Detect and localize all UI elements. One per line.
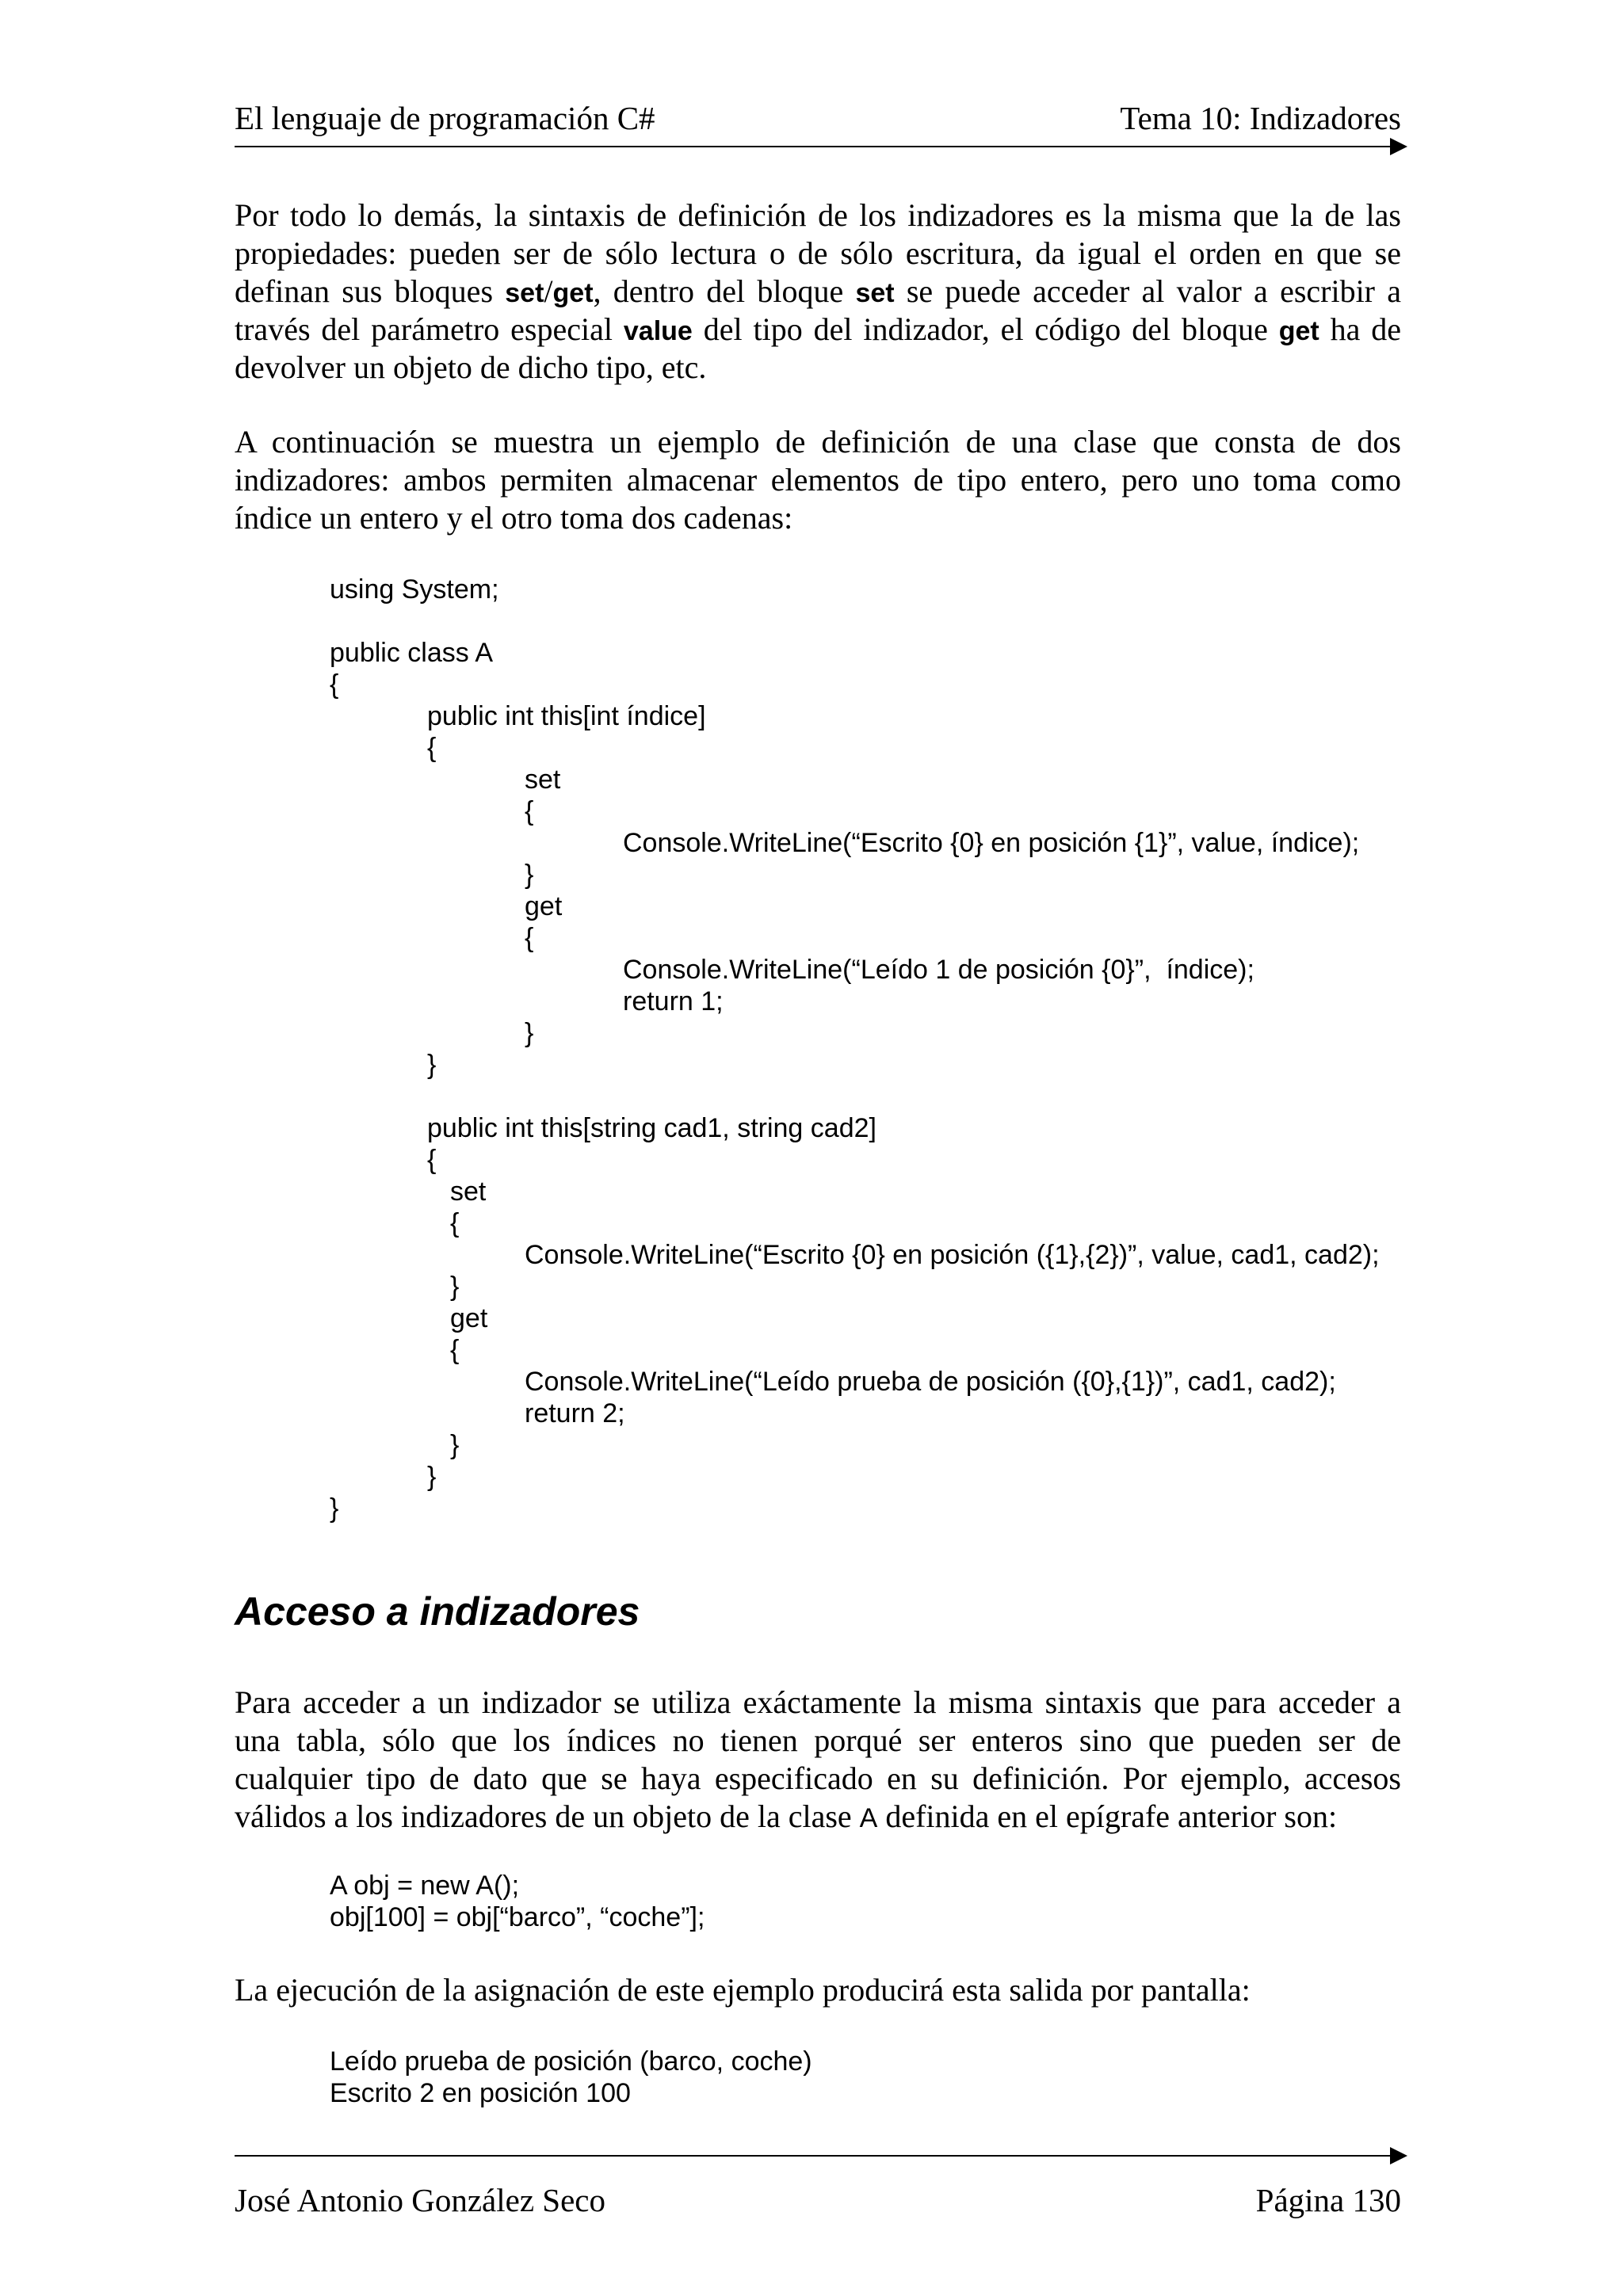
- code-line: public int this[string cad1, string cad2]: [427, 1113, 876, 1143]
- header-chapter-title: Tema 10: Indizadores: [1120, 100, 1401, 136]
- code-line: return 2;: [525, 1398, 625, 1428]
- keyword-value: value: [623, 316, 693, 346]
- code-line: get: [450, 1303, 488, 1333]
- code-line: public class A: [330, 638, 493, 668]
- code-line: }: [525, 860, 534, 890]
- paragraph-access: [235, 1684, 1401, 1836]
- code-line: Console.WriteLine(“Leído 1 de posición {0}”, índice);: [623, 955, 1254, 985]
- code-line: {: [525, 923, 534, 953]
- text-line: La ejecución de la asignación de este ejemplo producirá esta salida por pantalla:: [235, 1972, 1251, 2008]
- header-arrow-rule: [235, 146, 1396, 147]
- footer-page-number: Página 130: [1255, 2182, 1401, 2218]
- code-line: Leído prueba de posición (barco, coche): [330, 2046, 812, 2077]
- code-line: }: [450, 1430, 460, 1460]
- code-line: Console.WriteLine(“Escrito {0} en posición ({1},{2})”, value, cad1, cad2);: [525, 1240, 1380, 1270]
- paragraph-output-intro: [235, 1971, 1401, 2009]
- text-line: indizadores: ambos permiten almacenar elementos de tipo entero, pero uno toma como: [235, 462, 1401, 498]
- code-line: return 1;: [623, 986, 724, 1016]
- code-line: {: [525, 796, 534, 826]
- code-line: }: [427, 1050, 437, 1080]
- code-line: }: [330, 1493, 339, 1524]
- keyword-get: get: [1278, 316, 1319, 346]
- text-line: Para acceder a un indizador se utiliza exáctamente la misma sintaxis que para acceder a: [235, 1684, 1401, 1720]
- keyword-set: set: [505, 278, 544, 308]
- code-line: {: [330, 669, 339, 700]
- text-line: A continuación se muestra un ejemplo de definición de una clase que consta de dos: [235, 424, 1401, 460]
- text-line: una tabla, sólo que los índices no tienen porqué ser enteros sino que pueden ser de: [235, 1722, 1401, 1758]
- class-name-a: A: [859, 1803, 878, 1833]
- code-line: set: [525, 765, 561, 795]
- keyword-set: set: [855, 278, 895, 308]
- code-line: Console.WriteLine(“Leído prueba de posición ({0},{1})”, cad1, cad2);: [525, 1367, 1336, 1397]
- code-line: {: [427, 1145, 437, 1175]
- code-line: {: [450, 1335, 460, 1365]
- code-line: set: [450, 1177, 487, 1207]
- text-line: índice un entero y el otro toma dos cadenas:: [235, 500, 793, 536]
- section-heading: Acceso a indizadores: [235, 1589, 640, 1634]
- code-line: }: [450, 1272, 460, 1302]
- code-line: get: [525, 891, 563, 921]
- code-line: }: [525, 1018, 534, 1048]
- paragraph-example-intro: [235, 423, 1401, 537]
- text-line: devolver un objeto de dicho tipo, etc.: [235, 349, 707, 385]
- code-line: Console.WriteLine(“Escrito {0} en posición {1}”, value, índice);: [623, 828, 1360, 858]
- footer-author: José Antonio González Seco: [235, 2182, 605, 2218]
- code-line: }: [427, 1462, 437, 1492]
- text-line: válidos a los indizadores de un objeto de la clase A definida en el epígrafe anterior son:: [235, 1798, 1338, 1834]
- text-line: propiedades: pueden ser de sólo lectura o de sólo escritura, da igual el orden en que se: [235, 235, 1401, 271]
- code-line: using System;: [330, 574, 499, 605]
- code-line: {: [450, 1208, 460, 1238]
- code-line: {: [427, 733, 437, 763]
- paragraph-syntax: [235, 196, 1401, 387]
- header-book-title: El lenguaje de programación C#: [235, 100, 655, 136]
- text-line: Por todo lo demás, la sintaxis de definición de los indizadores es la misma que la de las: [235, 197, 1401, 233]
- text-line: cualquier tipo de dato que se haya especificado en su definición. Por ejemplo, accesos: [235, 1760, 1401, 1796]
- code-line: Escrito 2 en posición 100: [330, 2078, 631, 2108]
- text-line: través del parámetro especial value del tipo del indizador, el código del bloque get ha de: [235, 311, 1402, 347]
- code-line: public int this[int índice]: [427, 701, 706, 731]
- footer-arrow-rule: [235, 2155, 1396, 2157]
- text-line: definan sus bloques set/get, dentro del bloque set se puede acceder al valor a escribir a: [235, 273, 1402, 309]
- code-line: A obj = new A();: [330, 1871, 520, 1901]
- code-line: obj[100] = obj[“barco”, “coche”];: [330, 1902, 705, 1932]
- keyword-get: get: [552, 278, 594, 308]
